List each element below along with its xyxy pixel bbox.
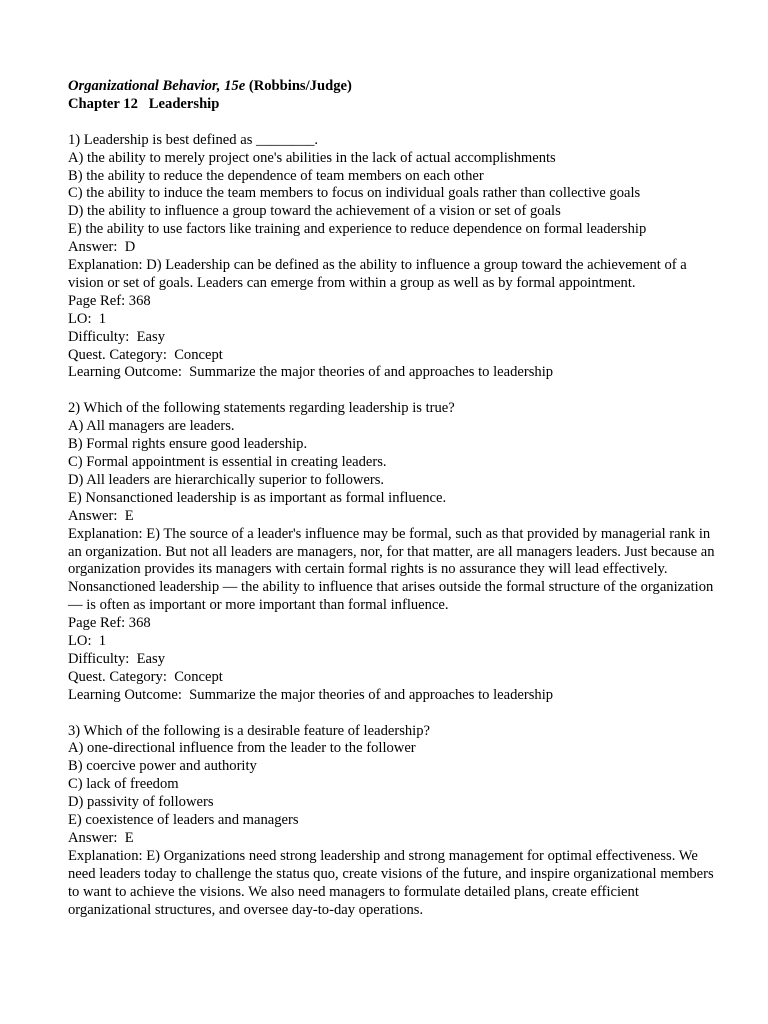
document-page [68,78,718,920]
learning-outcome: Learning Outcome: Summarize the major theories of and approaches to leadership [68,686,554,703]
option-b: B) coercive power and authority [68,758,257,775]
question-3 [68,723,718,920]
option-d: D) All leaders are hierarchically superior to followers. [68,471,385,488]
explanation: Explanation: E) Organizations need strong leadership and strong management for optimal effectiveness. We need leaders today to challenge the status quo, create visions of the future, and inspire organizational members to want to achieve the visions. We also need managers to formulate detailed plans, create efficient organizational structures, and oversee day-to-day operations. [68,847,714,918]
learning-outcome: Learning Outcome: Summarize the major theories of and approaches to leadership [68,364,554,381]
difficulty: Difficulty: Easy [68,650,166,667]
option-a: A) one-directional influence from the leader to the follower [68,740,416,757]
question-category: Quest. Category: Concept [68,668,223,685]
option-c: C) the ability to induce the team members to focus on individual goals rather than collective goals [68,185,641,202]
page-ref: Page Ref: 368 [68,292,151,309]
explanation: Explanation: D) Leadership can be defined as the ability to influence a group toward the achievement of a vision or set of goals. Leaders can emerge from within a group as well as by formal appointment. [68,257,687,291]
book-heading [68,78,718,96]
option-e: E) the ability to use factors like training and experience to reduce dependence on formal leadership [68,221,647,238]
option-a: A) the ability to merely project one's abilities in the lack of actual accomplishments [68,149,556,166]
question-2 [68,400,718,704]
option-e: E) Nonsanctioned leadership is as important as formal influence. [68,489,447,506]
book-authors: (Robbins/Judge) [245,78,352,94]
question-stem: 3) Which of the following is a desirable feature of leadership? [68,722,431,739]
learning-objective: LO: 1 [68,310,107,327]
option-d: D) the ability to influence a group toward the achievement of a vision or set of goals [68,203,561,220]
question-category: Quest. Category: Concept [68,346,223,363]
explanation: Explanation: E) The source of a leader's influence may be formal, such as that provided by managerial rank in an organization. But not all leaders are managers, nor, for that matter, are all managers leaders. Just because an organization provides its managers with certain formal rights is no assurance they will lead effectively. Nonsanctioned leadership — the ability to influence that arises outside the formal structure of the organization — is often as important or more important than formal influence. [68,525,715,614]
difficulty: Difficulty: Easy [68,328,166,345]
option-c: C) lack of freedom [68,776,179,793]
answer: Answer: E [68,830,134,847]
option-d: D) passivity of followers [68,794,214,811]
page-ref: Page Ref: 368 [68,615,151,632]
chapter-heading: Chapter 12 Leadership [68,95,220,112]
option-c: C) Formal appointment is essential in creating leaders. [68,454,387,470]
question-1 [68,132,718,383]
answer: Answer: E [68,507,134,524]
question-stem: 2) Which of the following statements regarding leadership is true? [68,400,455,417]
option-b: B) the ability to reduce the dependence of team members on each other [68,167,484,184]
option-b: B) Formal rights ensure good leadership. [68,436,308,453]
learning-objective: LO: 1 [68,633,107,650]
option-e: E) coexistence of leaders and managers [68,812,299,829]
option-a: A) All managers are leaders. [68,418,235,435]
spacer [68,114,718,132]
question-stem: 1) Leadership is best defined as ________. [68,131,319,148]
book-title: Organizational Behavior, 15e [68,78,246,94]
answer: Answer: D [68,239,136,256]
